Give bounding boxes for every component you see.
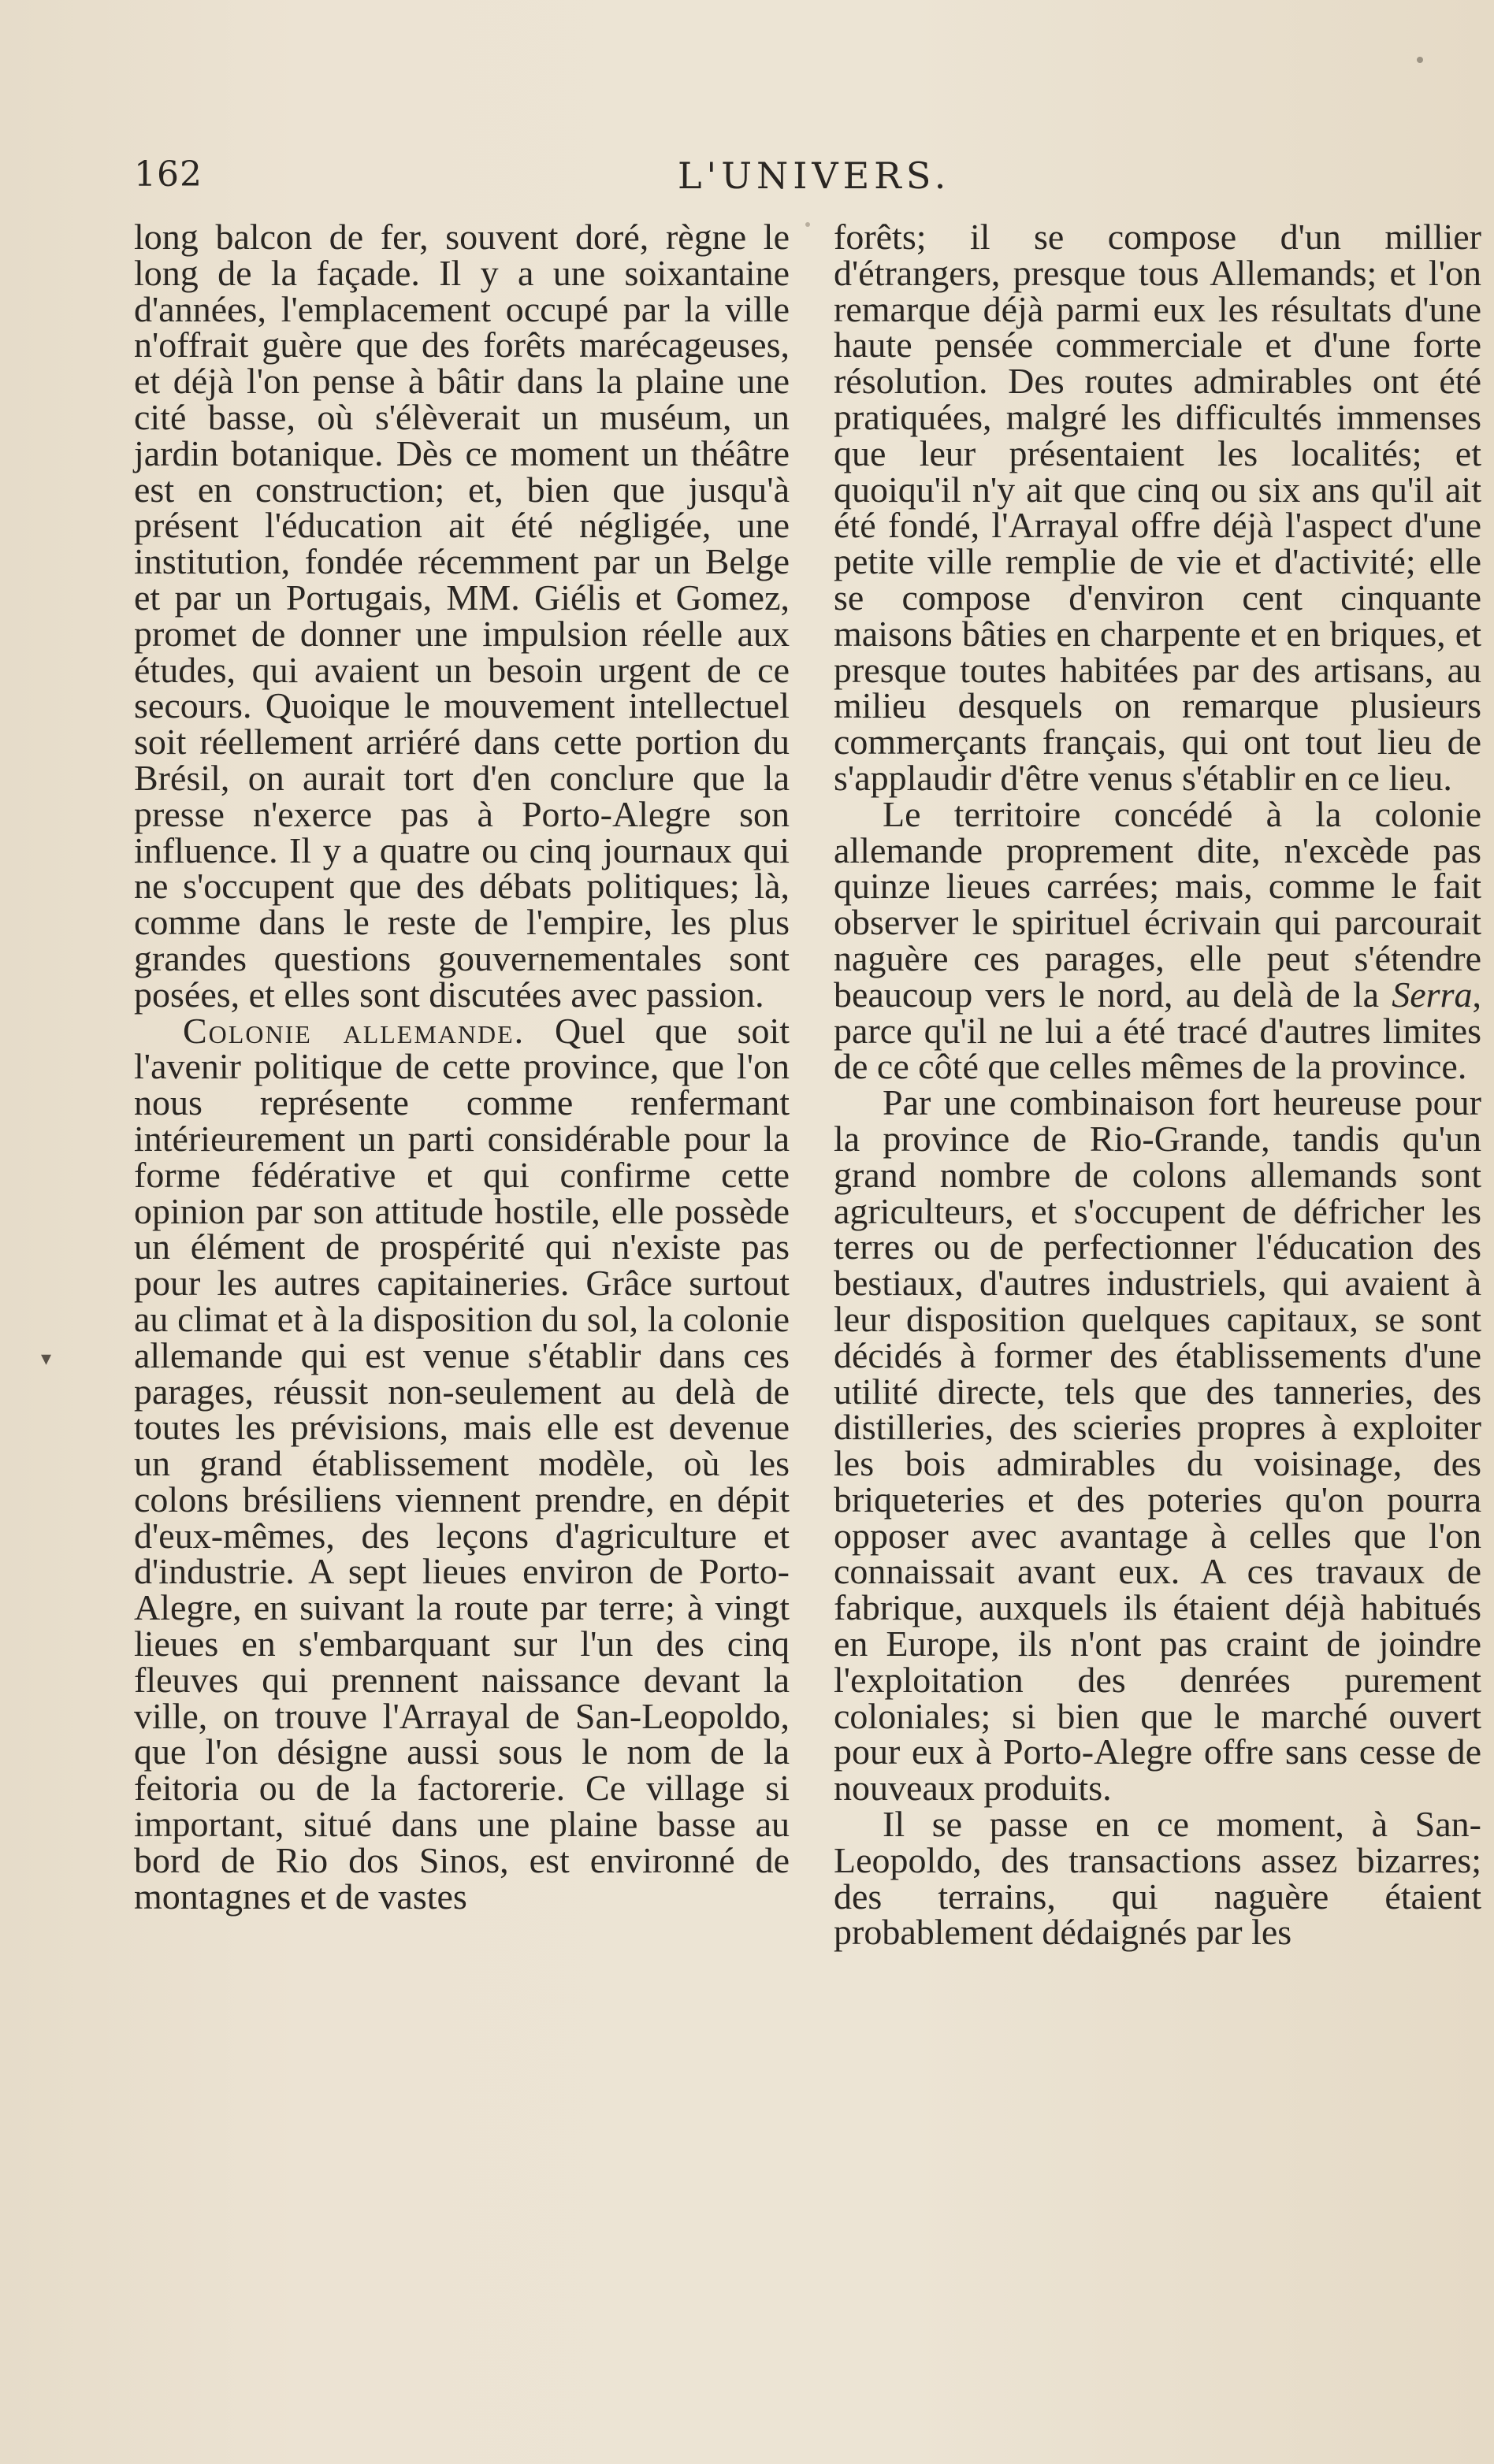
ink-speck bbox=[805, 222, 810, 227]
right-column bbox=[834, 217, 1481, 1953]
page-number: 162 bbox=[134, 154, 203, 195]
italic-term: Serra bbox=[1392, 974, 1473, 1015]
paragraph-text: , parce qu'il ne lui a été tracé d'autres limites de ce côté que celles mêmes de la province. bbox=[834, 974, 1481, 1087]
paragraph-text: Quel que soit l'avenir politique de cette province, que l'on nous représente comme renfermant intérieurement un parti considérable pour la forme fédérative et qui confirme cette opinion par son attitude hostile, elle possède un élément de prospérité qui n'existe pas pour les autres capitaineries. Grâce surtout au climat et à la disposition du sol, la colonie allemande qui est venue s'établir dans ces parages, réussit non-seulement au delà de toutes les prévisions, mais elle est devenue un grand établissement modèle, où les colons brésiliens viennent prendre, en dépit d'eux-mêmes, des leçons d'agriculture et d'industrie. A sept lieues environ de Porto-Alegre, en suivant la route par terre; à vingt lieues en s'embarquant sur l'un des cinq fleuves qui prennent naissance devant la ville, on trouve l'Arrayal de San-Leopoldo, que l'on désigne aussi sous le nom de la feitoria ou de la factorerie. Ce village si important, situé dans une plaine basse au bord de Rio dos Sinos, est environné de montagnes et de vastes bbox=[134, 1010, 790, 1917]
margin-mark-icon: ▾ bbox=[41, 1347, 52, 1371]
paragraph: Par une combinaison fort heureuse pour la province de Rio-Grande, tandis qu'un grand nombre de colons allemands sont agriculteurs, et s'occupent de défricher les terres ou de perfectionner l'éducation des bestiaux, d'autres industriels, qui avaient à leur disposition quelques capitaux, se sont décidés à former des établissements d'une utilité directe, tels que des tanneries, des distilleries, des scieries propres à exploiter les bois admirables du voisinage, des briqueteries et des poteries qu'on pourra opposer avec avantage à celles que l'on connaissait avant eux. A ces travaux de fabrique, auxquels ils étaient déjà habitués en Europe, ils n'ont pas craint de joindre l'exploitation des denrées purement coloniales; si bien que le marché ouvert pour eux à Porto-Alegre offre sans cesse de nouveaux produits. bbox=[834, 1082, 1481, 1809]
left-column bbox=[134, 217, 790, 1917]
paragraph bbox=[834, 793, 1481, 1087]
ink-speck bbox=[1417, 57, 1423, 63]
paragraph bbox=[134, 1010, 790, 1917]
journal-title: L'UNIVERS. bbox=[678, 154, 951, 197]
section-heading: Colonie allemande. bbox=[183, 1010, 526, 1051]
paragraph: long balcon de fer, souvent doré, règne le long de la façade. Il y a une soixantaine d'années, l'emplacement occupé par la ville n'offrait guère que des forêts marécageuses, et déjà l'on pense à bâtir dans la plaine une cité basse, où s'élèverait un muséum, un jardin botanique. Dès ce moment un théâtre est en construction; et, bien que jusqu'à présent l'éducation ait été négligée, une institution, fondée récemment par un Belge et par un Portugais, MM. Giélis et Gomez, promet de donner une impulsion réelle aux études, qui avaient un besoin urgent de ce secours. Quoique le mouvement intellectuel soit réellement arriéré dans cette portion du Brésil, on aurait tort d'en conclure que la presse n'exerce pas à Porto-Alegre son influence. Il y a quatre ou cinq journaux qui ne s'occupent que des débats politiques; là, comme dans le reste de l'empire, les plus grandes questions gouvernementales sont posées, et elles sont discutées avec passion. bbox=[134, 217, 790, 1015]
running-head bbox=[134, 154, 1489, 210]
paragraph-text: Le territoire concédé à la colonie allemande proprement dite, n'excède pas quinze lieues carrées; mais, comme le fait observer le spirituel écrivain qui parcourait naguère ces parages, elle peut s'étendre beaucoup vers le nord, au delà de la bbox=[834, 793, 1481, 1015]
paragraph: forêts; il se compose d'un millier d'étrangers, presque tous Allemands; et l'on remarque déjà parmi eux les résultats d'une haute pensée commerciale et d'une forte résolution. Des routes admirables ont été pratiquées, malgré les difficultés immenses que leur présentaient les localités; et quoiqu'il n'y ait que cinq ou six ans qu'il ait été fondé, l'Arrayal offre déjà l'aspect d'une petite ville remplie de vie et d'activité; elle se compose d'environ cent cinquante maisons bâties en charpente et en briques, et presque toutes habitées par des artisans, au milieu desquels on remarque plusieurs commerçants français, qui ont tout lieu de s'applaudir d'être venus s'établir en ce lieu. bbox=[834, 217, 1481, 798]
paragraph: Il se passe en ce moment, à San-Leopoldo, des transactions assez bizarres; des terrains, qui naguère étaient probablement dédaignés par les bbox=[834, 1804, 1481, 1953]
